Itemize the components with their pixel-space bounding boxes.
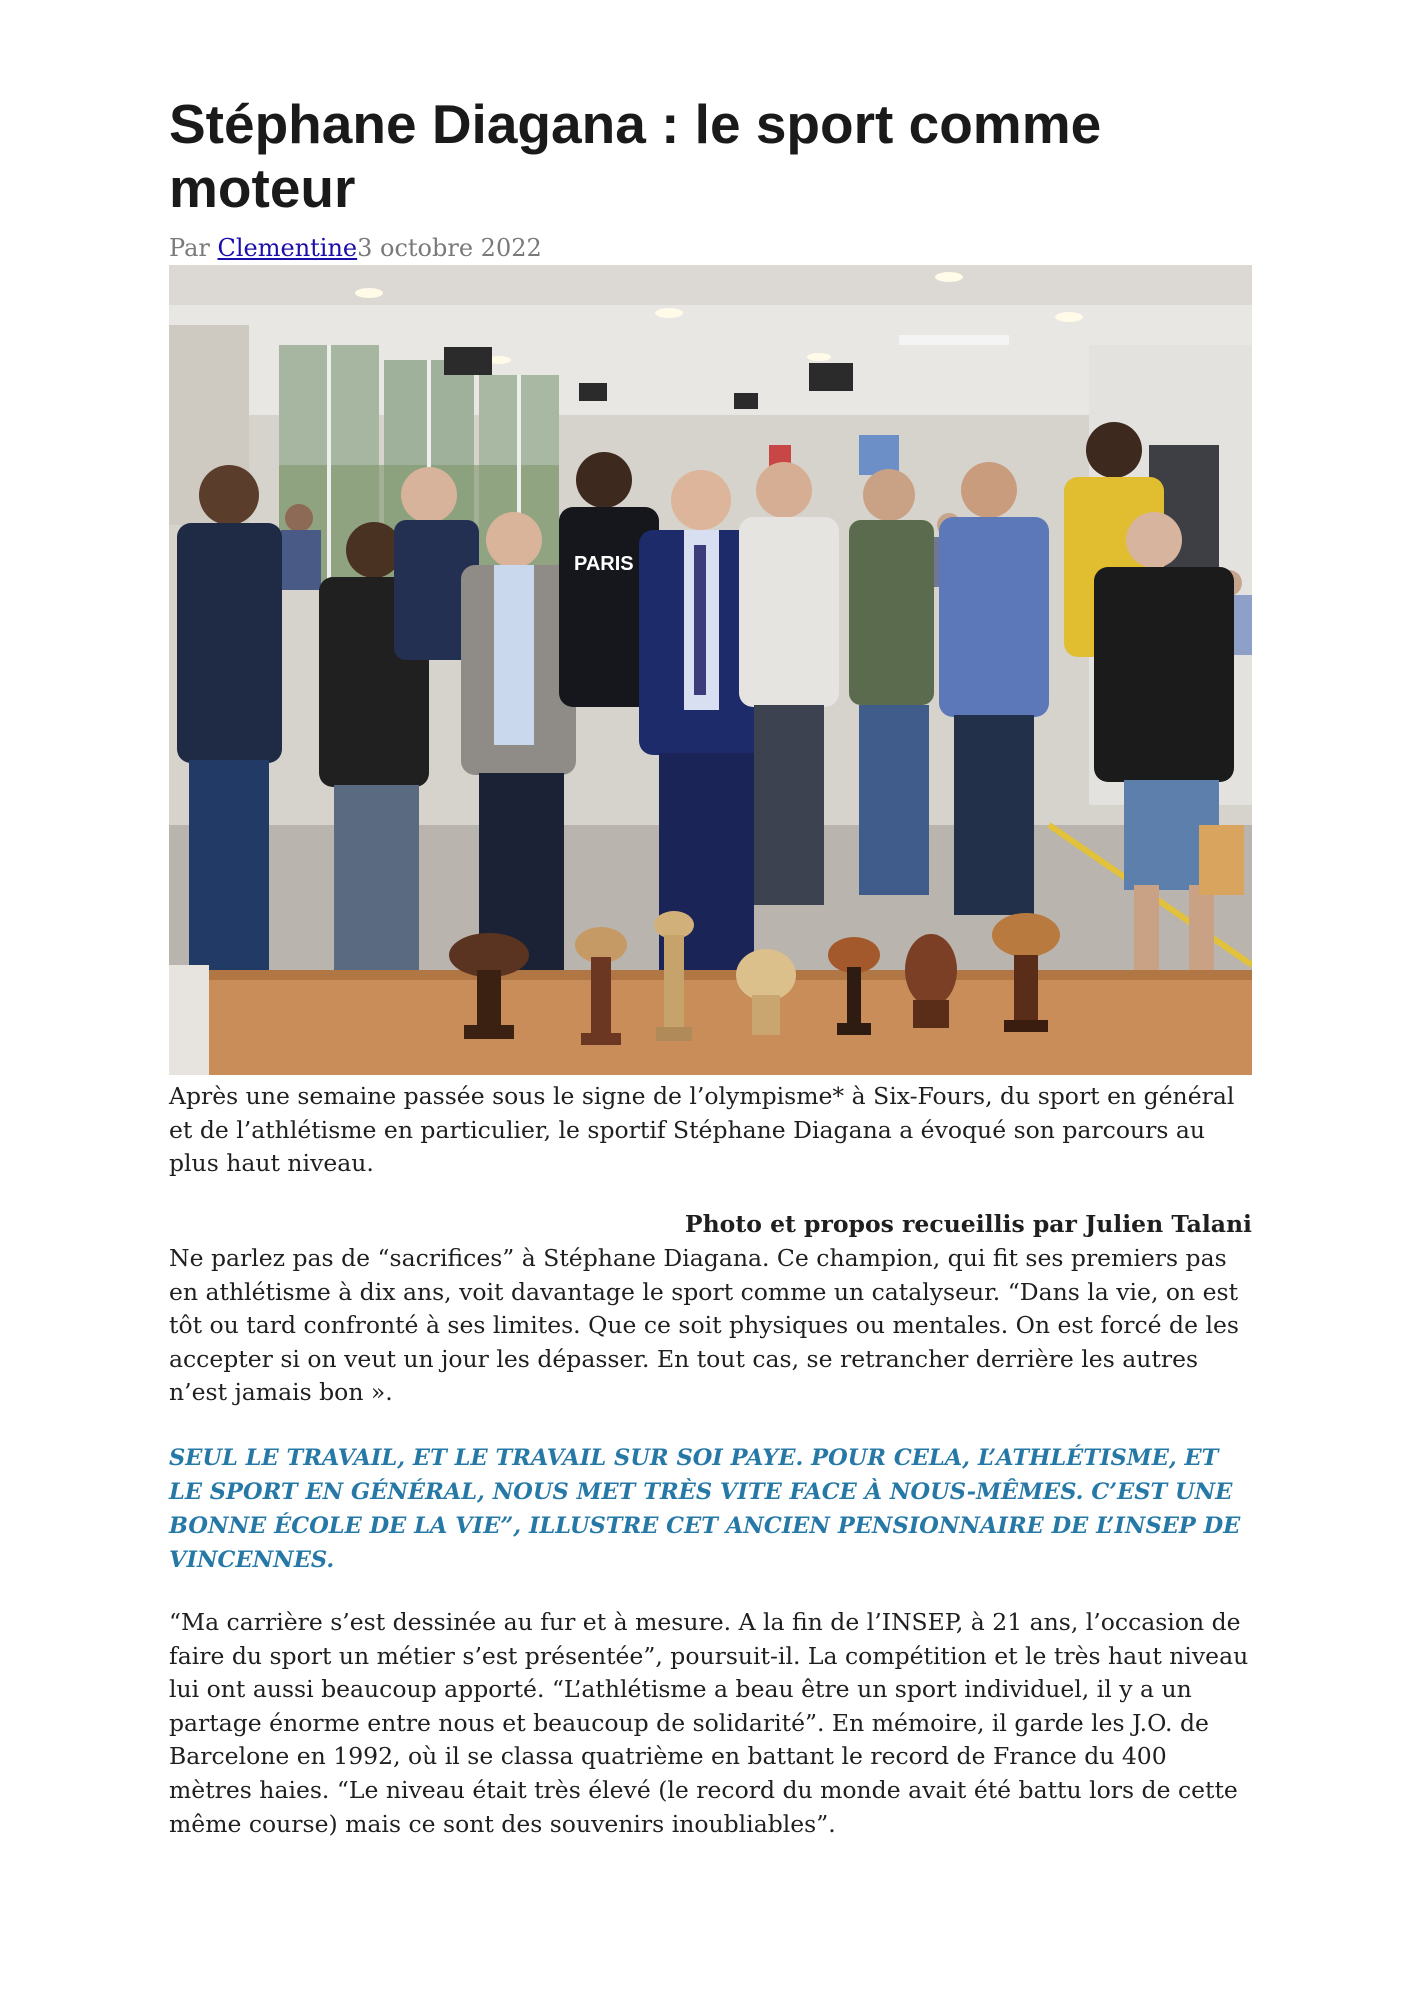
article-paragraph-2: “Ma carrière s’est dessinée au fur et à mesure. A la fin de l’INSEP, à 21 ans, l’occasion de faire du sport un métier s’est présentée”, poursuit-il. La compétition et le très haut niveau lui ont aussi beaucoup apporté. “L’athlétisme a beau être un sport individuel, il y a un partage énorme entre nous et beaucoup de solidarité”. En mémoire, il garde les J.O. de Barcelone en 1992, où il se classa quatrième en battant le record de France du 400 mètres haies. “Le niveau était très élevé (le record du monde avait été battu lors de cette même course) mais ce sont des souvenirs inoubliables”.: [169, 1608, 1249, 1838]
author-link[interactable]: Clementine: [217, 234, 358, 262]
article-paragraph-1: Ne parlez pas de “sacrifices” à Stéphane Diagana. Ce champion, qui fit ses premiers pas en athlétisme à dix ans, voit davantage le sport comme un catalyseur. “Dans la vie, on est tôt ou tard confronté à ses limites. Que ce soit physiques ou mentales. On est forcé de les accepter si on veut un jour les dépasser. En tout cas, se retrancher derrière les autres n’est jamais bon ».: [169, 1244, 1239, 1407]
group-photo: [169, 265, 1252, 1075]
byline-prefix: Par: [169, 234, 218, 262]
article-title: Stéphane Diagana : le sport comme moteur: [169, 93, 1102, 219]
article-lead: Après une semaine passée sous le signe de l’olympisme* à Six-Fours, du sport en général et de l’athlétisme en particulier, le sportif Stéphane Diagana a évoqué son parcours au plus haut niveau.: [169, 1082, 1235, 1178]
pull-quote: SEUL LE TRAVAIL, ET LE TRAVAIL SUR SOI PAYE. POUR CELA, L’ATHLÉTISME, ET LE SPORT EN GÉNÉRAL, NOUS MET TRÈS VITE FACE À NOUS-MÊMES. C’EST UNE BONNE ÉCOLE DE LA VIE”, ILLUSTRE CET ANCIEN PENSIONNAIRE DE L’INSEP DE VINCENNES.: [169, 1445, 1241, 1573]
photo-credit: Photo et propos recueillis par Julien Talani: [684, 1210, 1252, 1238]
publish-date: 3 octobre 2022: [357, 234, 542, 262]
group-photo-image: [169, 265, 1252, 1075]
article-byline: [169, 232, 1252, 264]
shirt-print: PARIS: [574, 553, 634, 575]
